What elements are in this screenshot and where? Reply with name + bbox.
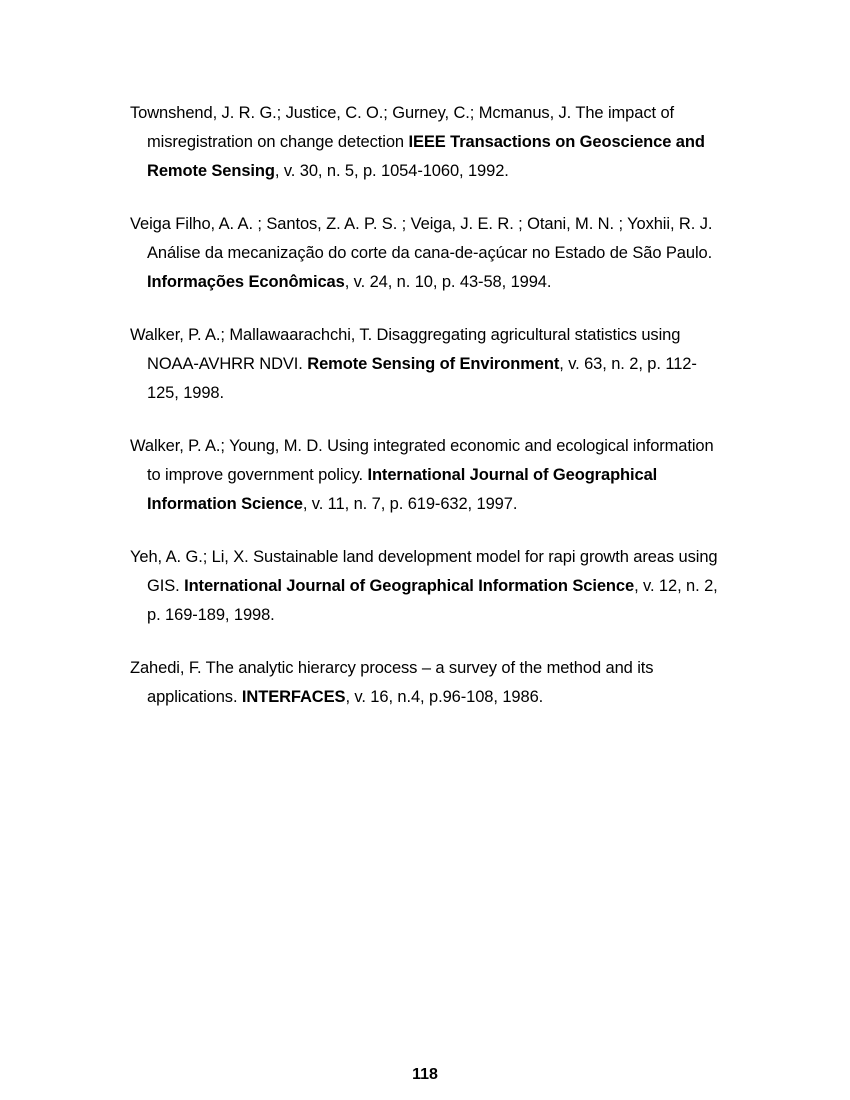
page-number: 118 (412, 1066, 438, 1083)
reference-text: Yeh, A. G.; Li, X. Sustainable land development model for rapi growth areas using GIS. (130, 548, 718, 595)
reference-entry (130, 210, 725, 297)
reference-details: , v. 11, n. 7, p. 619-632, 1997. (302, 495, 518, 513)
reference-text: Townshend, J. R. G.; Justice, C. O.; Gurney, C.; Mcmanus, J. The impact of misregistration on change detection (130, 104, 675, 151)
reference-list (130, 99, 725, 736)
reference-text: Walker, P. A.; Young, M. D. Using integrated economic and ecological information to improve government policy. (130, 437, 714, 484)
journal-title: INTERFACES (241, 688, 346, 706)
journal-title: Informações Econômicas (147, 273, 345, 291)
journal-title: Remote Sensing of Environment (307, 355, 560, 373)
journal-title: International Journal of Geographical Information Science (184, 577, 635, 595)
reference-text: Zahedi, F. The analytic hierarcy process – a survey of the method and its applications. (130, 659, 654, 706)
reference-details: , v. 16, n.4, p.96-108, 1986. (345, 688, 544, 706)
reference-text: Walker, P. A.; Mallawaarachchi, T. Disaggregating agricultural statistics using NOAA-AVHRR NDVI. (130, 326, 681, 373)
journal-title: IEEE Transactions on Geoscience and Remote Sensing (147, 133, 705, 180)
reference-details: , v. 12, n. 2, p. 169-189, 1998. (147, 577, 718, 624)
reference-entry (130, 432, 725, 519)
journal-title: International Journal of Geographical Information Science (147, 466, 658, 513)
reference-entry (130, 321, 725, 408)
reference-entry (130, 99, 725, 186)
reference-text: Veiga Filho, A. A. ; Santos, Z. A. P. S. ; Veiga, J. E. R. ; Otani, M. N. ; Yoxhii, R. J. Análise da mecanização do corte da cana-de-açúcar no Estado de São Paulo. (130, 215, 713, 262)
reference-details: , v. 30, n. 5, p. 1054-1060, 1992. (274, 162, 509, 180)
reference-details: , v. 24, n. 10, p. 43-58, 1994. (344, 273, 552, 291)
reference-entry (130, 654, 725, 712)
reference-details: , v. 63, n. 2, p. 112-125, 1998. (147, 355, 697, 402)
reference-entry (130, 543, 725, 630)
